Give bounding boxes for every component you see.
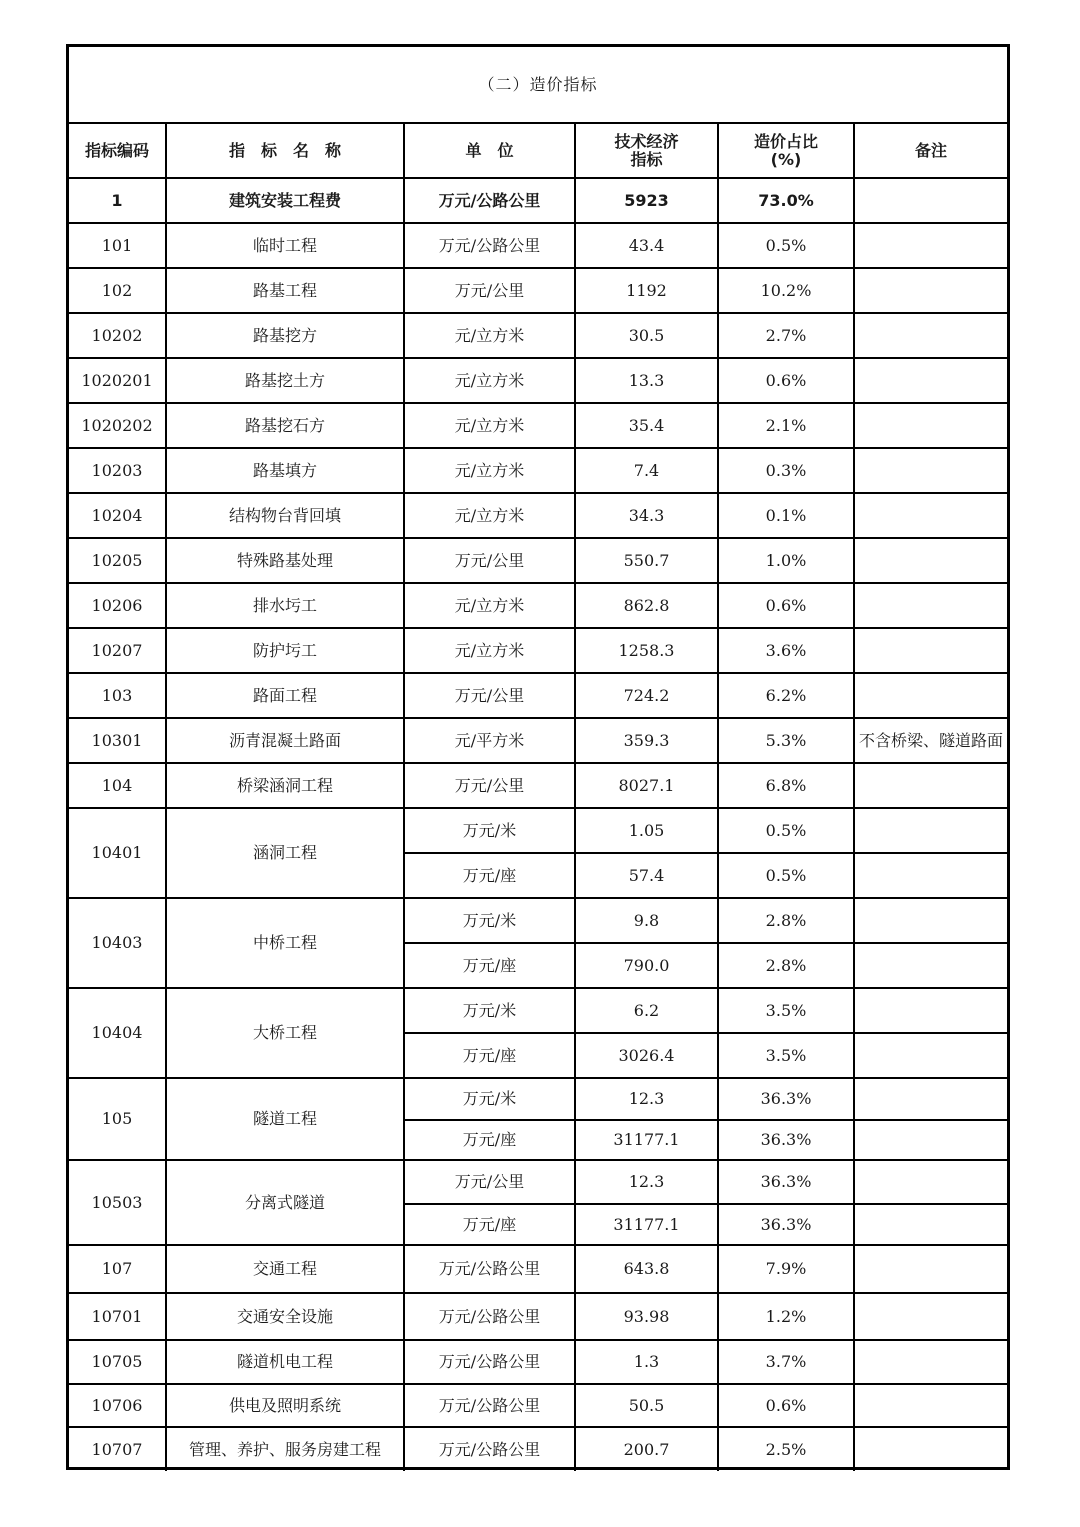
- row-note: [854, 313, 1007, 358]
- table-row: [69, 898, 1007, 943]
- row-unit: 万元/座: [404, 1033, 575, 1078]
- row-value: 12.3: [575, 1078, 718, 1120]
- table-row: [69, 718, 1007, 763]
- row-unit: 万元/公里: [404, 763, 575, 808]
- table-row: [69, 1384, 1007, 1427]
- row-note: [854, 1427, 1007, 1471]
- row-value: 1.3: [575, 1340, 718, 1384]
- row-value: 790.0: [575, 943, 718, 988]
- row-ratio: 0.1%: [718, 493, 854, 538]
- table-row: [69, 1340, 1007, 1384]
- row-code: 105: [69, 1078, 166, 1160]
- row-code: 10301: [69, 718, 166, 763]
- row-ratio: 3.7%: [718, 1340, 854, 1384]
- row-name: 沥青混凝土路面: [166, 718, 404, 763]
- row-note: [854, 493, 1007, 538]
- row-unit: 元/立方米: [404, 313, 575, 358]
- table-row: [69, 583, 1007, 628]
- row-name: 排水圬工: [166, 583, 404, 628]
- row-unit: 万元/公路公里: [404, 178, 575, 223]
- row-ratio: 3.6%: [718, 628, 854, 673]
- total-row: [69, 178, 1007, 223]
- row-note: [854, 223, 1007, 268]
- row-code: 10401: [69, 808, 166, 898]
- cost-index-table: [69, 47, 1007, 1471]
- row-unit: 万元/座: [404, 943, 575, 988]
- row-name: 隧道机电工程: [166, 1340, 404, 1384]
- row-unit: 万元/公路公里: [404, 1245, 575, 1293]
- row-name: 防护圬工: [166, 628, 404, 673]
- cost-index-table-frame: [66, 44, 1010, 1470]
- row-ratio: 6.2%: [718, 673, 854, 718]
- row-ratio: 7.9%: [718, 1245, 854, 1293]
- row-code: 10207: [69, 628, 166, 673]
- row-ratio: 0.5%: [718, 853, 854, 898]
- row-note: [854, 448, 1007, 493]
- row-unit: 万元/公里: [404, 538, 575, 583]
- row-unit: 元/立方米: [404, 403, 575, 448]
- row-ratio: 0.6%: [718, 1384, 854, 1427]
- row-note: 不含桥梁、隧道路面: [854, 718, 1007, 763]
- table-row: [69, 1293, 1007, 1340]
- row-name: 分离式隧道: [166, 1160, 404, 1245]
- row-code: 103: [69, 673, 166, 718]
- row-name: 交通安全设施: [166, 1293, 404, 1340]
- row-code: 1: [69, 178, 166, 223]
- row-code: 10403: [69, 898, 166, 988]
- row-value: 9.8: [575, 898, 718, 943]
- row-note: [854, 1245, 1007, 1293]
- row-value: 1192: [575, 268, 718, 313]
- row-ratio: 1.2%: [718, 1293, 854, 1340]
- row-note: [854, 403, 1007, 448]
- row-value: 1258.3: [575, 628, 718, 673]
- row-code: 101: [69, 223, 166, 268]
- row-value: 35.4: [575, 403, 718, 448]
- row-name: 特殊路基处理: [166, 538, 404, 583]
- row-value: 50.5: [575, 1384, 718, 1427]
- row-code: 10205: [69, 538, 166, 583]
- table-row: [69, 493, 1007, 538]
- table-row: [69, 448, 1007, 493]
- row-ratio: 2.7%: [718, 313, 854, 358]
- table-row: [69, 628, 1007, 673]
- header-value: 技术经济 指标: [575, 123, 718, 178]
- row-unit: 元/立方米: [404, 583, 575, 628]
- row-value: 31177.1: [575, 1120, 718, 1160]
- row-ratio: 36.3%: [718, 1204, 854, 1245]
- table-row: [69, 1160, 1007, 1204]
- row-note: [854, 988, 1007, 1033]
- header-note: 备注: [854, 123, 1007, 178]
- row-name: 路基填方: [166, 448, 404, 493]
- row-unit: 万元/公路公里: [404, 1384, 575, 1427]
- row-unit: 万元/公路公里: [404, 1293, 575, 1340]
- row-name: 路基挖方: [166, 313, 404, 358]
- row-note: [854, 1033, 1007, 1078]
- row-ratio: 10.2%: [718, 268, 854, 313]
- row-unit: 万元/公路公里: [404, 1427, 575, 1471]
- header-row: [69, 123, 1007, 178]
- row-ratio: 0.5%: [718, 808, 854, 853]
- row-note: [854, 1340, 1007, 1384]
- row-ratio: 73.0%: [718, 178, 854, 223]
- row-name: 中桥工程: [166, 898, 404, 988]
- table-row: [69, 403, 1007, 448]
- table-row: [69, 673, 1007, 718]
- row-ratio: 0.5%: [718, 223, 854, 268]
- row-ratio: 3.5%: [718, 1033, 854, 1078]
- row-unit: 万元/米: [404, 1078, 575, 1120]
- row-note: [854, 1204, 1007, 1245]
- row-ratio: 0.6%: [718, 583, 854, 628]
- table-row: [69, 1245, 1007, 1293]
- row-unit: 万元/公路公里: [404, 1340, 575, 1384]
- row-value: 1.05: [575, 808, 718, 853]
- row-ratio: 2.8%: [718, 943, 854, 988]
- row-note: [854, 1078, 1007, 1120]
- row-name: 路面工程: [166, 673, 404, 718]
- row-note: [854, 898, 1007, 943]
- row-name: 路基挖土方: [166, 358, 404, 403]
- row-ratio: 3.5%: [718, 988, 854, 1033]
- row-value: 359.3: [575, 718, 718, 763]
- table-row: [69, 763, 1007, 808]
- row-note: [854, 583, 1007, 628]
- row-ratio: 5.3%: [718, 718, 854, 763]
- row-unit: 元/立方米: [404, 448, 575, 493]
- row-value: 6.2: [575, 988, 718, 1033]
- row-unit: 元/立方米: [404, 493, 575, 538]
- row-code: 10707: [69, 1427, 166, 1471]
- row-ratio: 36.3%: [718, 1120, 854, 1160]
- table-row: [69, 358, 1007, 403]
- row-value: 31177.1: [575, 1204, 718, 1245]
- row-name: 路基工程: [166, 268, 404, 313]
- row-value: 12.3: [575, 1160, 718, 1204]
- row-code: 10404: [69, 988, 166, 1078]
- table-row: [69, 808, 1007, 853]
- header-code: 指标编码: [69, 123, 166, 178]
- row-value: 5923: [575, 178, 718, 223]
- row-value: 13.3: [575, 358, 718, 403]
- header-unit: 单 位: [404, 123, 575, 178]
- row-note: [854, 808, 1007, 853]
- row-unit: 元/平方米: [404, 718, 575, 763]
- row-name: 涵洞工程: [166, 808, 404, 898]
- row-code: 10705: [69, 1340, 166, 1384]
- table-row: [69, 1078, 1007, 1120]
- row-note: [854, 673, 1007, 718]
- row-code: 10503: [69, 1160, 166, 1245]
- table-row: [69, 223, 1007, 268]
- row-name: 供电及照明系统: [166, 1384, 404, 1427]
- row-unit: 万元/公里: [404, 1160, 575, 1204]
- row-ratio: 36.3%: [718, 1078, 854, 1120]
- row-value: 8027.1: [575, 763, 718, 808]
- row-note: [854, 1160, 1007, 1204]
- row-note: [854, 628, 1007, 673]
- row-ratio: 1.0%: [718, 538, 854, 583]
- row-ratio: 2.1%: [718, 403, 854, 448]
- table-row: [69, 1427, 1007, 1471]
- row-ratio: 6.8%: [718, 763, 854, 808]
- row-note: [854, 1293, 1007, 1340]
- row-code: 10206: [69, 583, 166, 628]
- row-note: [854, 1384, 1007, 1427]
- row-value: 43.4: [575, 223, 718, 268]
- row-unit: 万元/公里: [404, 268, 575, 313]
- row-value: 3026.4: [575, 1033, 718, 1078]
- row-unit: 万元/米: [404, 898, 575, 943]
- row-value: 34.3: [575, 493, 718, 538]
- row-ratio: 36.3%: [718, 1160, 854, 1204]
- row-value: 200.7: [575, 1427, 718, 1471]
- row-value: 643.8: [575, 1245, 718, 1293]
- table-row: [69, 268, 1007, 313]
- row-name: 路基挖石方: [166, 403, 404, 448]
- row-note: [854, 853, 1007, 898]
- table-title: （二）造价指标: [69, 47, 1007, 123]
- row-name: 交通工程: [166, 1245, 404, 1293]
- row-value: 30.5: [575, 313, 718, 358]
- row-note: [854, 1120, 1007, 1160]
- row-unit: 万元/米: [404, 808, 575, 853]
- row-code: 10203: [69, 448, 166, 493]
- row-name: 建筑安装工程费: [166, 178, 404, 223]
- row-value: 724.2: [575, 673, 718, 718]
- row-code: 10202: [69, 313, 166, 358]
- row-unit: 万元/座: [404, 853, 575, 898]
- row-value: 7.4: [575, 448, 718, 493]
- row-name: 桥梁涵洞工程: [166, 763, 404, 808]
- row-note: [854, 763, 1007, 808]
- row-code: 1020201: [69, 358, 166, 403]
- row-note: [854, 178, 1007, 223]
- row-unit: 万元/座: [404, 1204, 575, 1245]
- row-value: 93.98: [575, 1293, 718, 1340]
- row-name: 结构物台背回填: [166, 493, 404, 538]
- row-code: 1020202: [69, 403, 166, 448]
- row-name: 大桥工程: [166, 988, 404, 1078]
- header-name: 指 标 名 称: [166, 123, 404, 178]
- row-note: [854, 538, 1007, 583]
- table-row: [69, 313, 1007, 358]
- row-unit: 元/立方米: [404, 358, 575, 403]
- row-ratio: 0.6%: [718, 358, 854, 403]
- row-note: [854, 268, 1007, 313]
- row-value: 57.4: [575, 853, 718, 898]
- row-code: 107: [69, 1245, 166, 1293]
- row-unit: 万元/座: [404, 1120, 575, 1160]
- table-row: [69, 538, 1007, 583]
- row-ratio: 2.8%: [718, 898, 854, 943]
- row-code: 104: [69, 763, 166, 808]
- row-note: [854, 358, 1007, 403]
- row-code: 10706: [69, 1384, 166, 1427]
- table-row: [69, 988, 1007, 1033]
- row-value: 550.7: [575, 538, 718, 583]
- row-code: 10204: [69, 493, 166, 538]
- row-unit: 元/立方米: [404, 628, 575, 673]
- row-unit: 万元/公里: [404, 673, 575, 718]
- row-unit: 万元/公路公里: [404, 223, 575, 268]
- row-value: 862.8: [575, 583, 718, 628]
- row-ratio: 2.5%: [718, 1427, 854, 1471]
- header-ratio: 造价占比 (%): [718, 123, 854, 178]
- row-name: 管理、养护、服务房建工程: [166, 1427, 404, 1471]
- row-name: 隧道工程: [166, 1078, 404, 1160]
- row-code: 102: [69, 268, 166, 313]
- row-unit: 万元/米: [404, 988, 575, 1033]
- row-ratio: 0.3%: [718, 448, 854, 493]
- row-name: 临时工程: [166, 223, 404, 268]
- row-note: [854, 943, 1007, 988]
- row-code: 10701: [69, 1293, 166, 1340]
